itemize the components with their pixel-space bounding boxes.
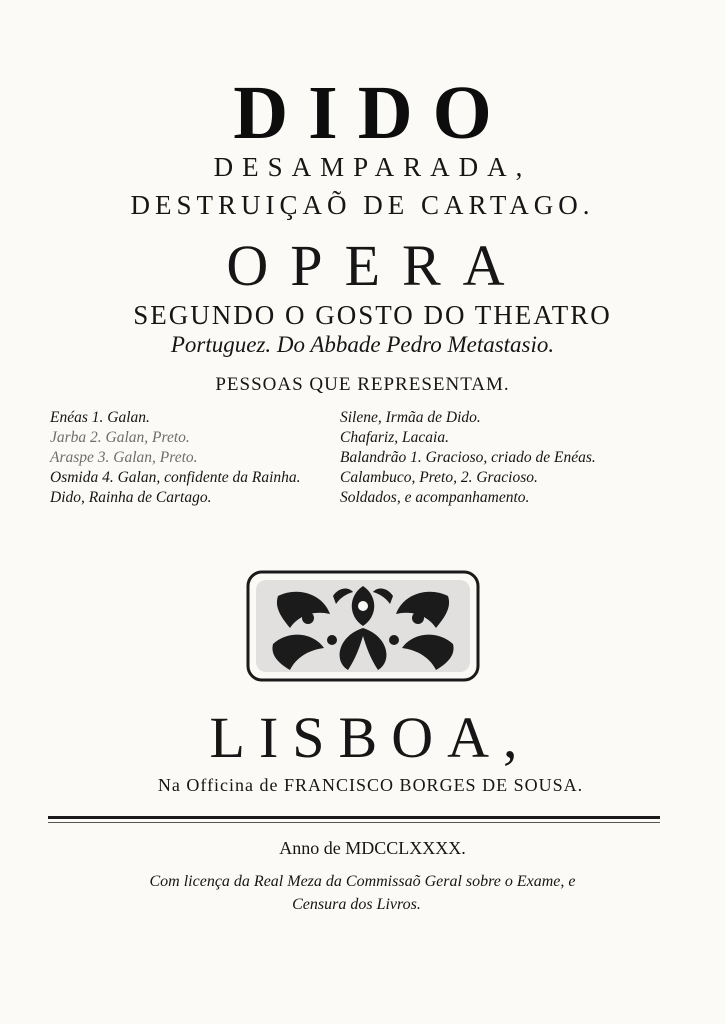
cast-item: Jarba 2. Galan, Preto. (50, 429, 190, 446)
cast-item: Chafariz, Lacaia. (340, 429, 449, 446)
subtitle-desamparada: DESAMPARADA, (213, 152, 532, 182)
cast-item: Calambuco, Preto, 2. Gracioso. (340, 469, 538, 486)
city-name: LISBOA, (209, 705, 532, 770)
publication-year: Anno de MDCCLXXXX. (279, 838, 466, 858)
genre-title: OPERA (226, 233, 527, 298)
printer-line: Na Officina de FRANCISCO BORGES DE SOUSA. (157, 775, 584, 795)
cast-list-right (340, 408, 640, 508)
cast-item: Osmida 4. Galan, confidente da Rainha. (50, 469, 301, 486)
cast-list-left (50, 408, 330, 508)
divider-rule (48, 816, 660, 819)
style-line: SEGUNDO O GOSTO DO THEATRO (133, 300, 612, 330)
cast-item: Silene, Irmãa de Dido. (340, 409, 481, 426)
cast-item: Dido, Rainha de Cartago. (50, 489, 212, 506)
license-line-1: Com licença da Real Meza da Commissaõ Geral sobre o Exame, e (149, 873, 576, 890)
cast-heading: PESSOAS QUE REPRESENTAM. (215, 374, 510, 395)
cast-item: Araspe 3. Galan, Preto. (50, 449, 198, 466)
cast-item: Balandrão 1. Gracioso, criado de Enéas. (340, 449, 596, 466)
subtitle-destruicao: DESTRUIÇAÕ DE CARTAGO. (130, 190, 595, 220)
cast-item: Soldados, e acompanhamento. (340, 489, 530, 506)
divider-rule-thin (48, 822, 660, 823)
main-title: DIDO (233, 71, 512, 155)
floral-ornament-icon (238, 566, 488, 686)
cast-item: Enéas 1. Galan. (50, 409, 150, 426)
license-line-2: Censura dos Livros. (292, 896, 421, 913)
author-line: Portuguez. Do Abbade Pedro Metastasio. (170, 332, 555, 357)
